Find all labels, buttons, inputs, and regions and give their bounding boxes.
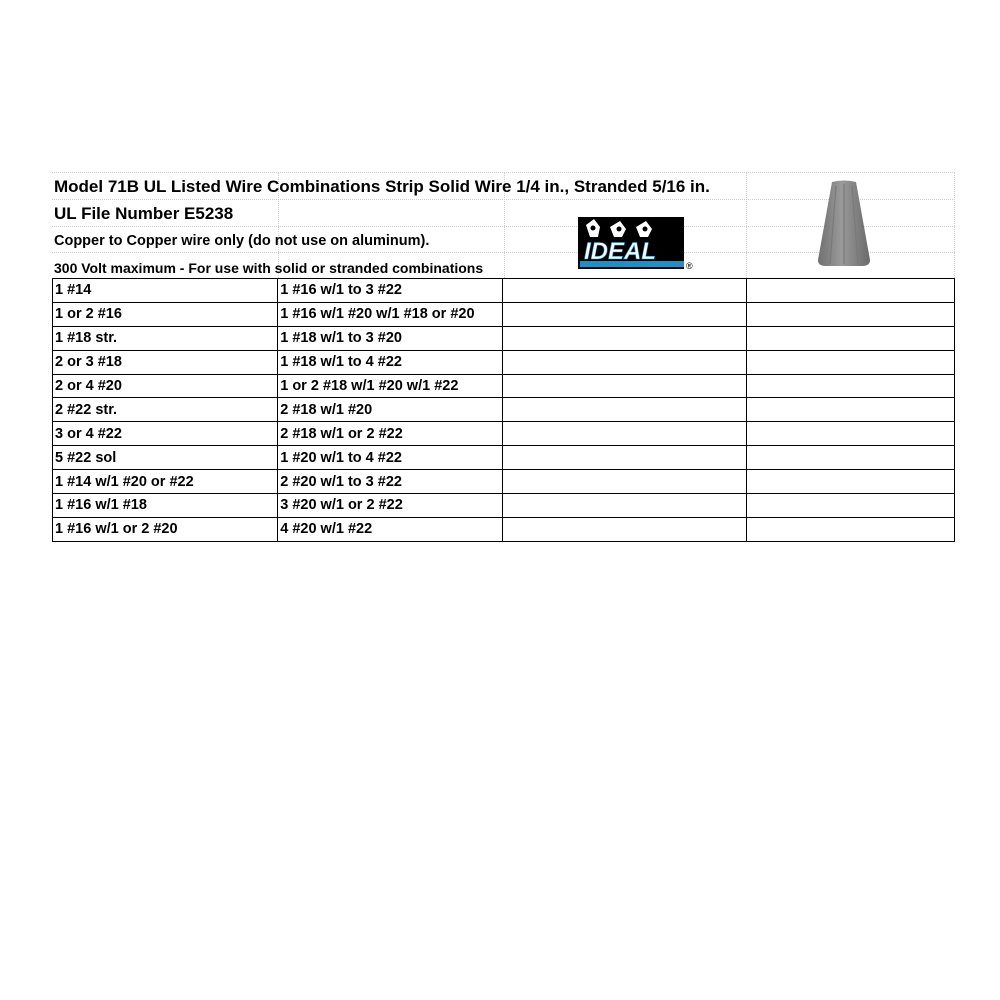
table-row	[53, 494, 955, 518]
title-line: Model 71B UL Listed Wire Combinations Strip Solid Wire 1/4 in., Stranded 5/16 in.	[54, 177, 710, 196]
table-row	[53, 279, 955, 303]
table-cell	[503, 350, 746, 374]
table-cell	[746, 398, 954, 422]
table-cell: 3 #20 w/1 or 2 #22	[278, 494, 503, 518]
table-cell	[746, 374, 954, 398]
table-cell	[746, 517, 954, 541]
table-cell: 2 or 3 #18	[53, 350, 278, 374]
table-cell: 1 #16 w/1 to 3 #22	[278, 279, 503, 303]
table-cell	[503, 326, 746, 350]
wire-nut-icon	[814, 180, 874, 268]
table-cell: 1 #14	[53, 279, 278, 303]
table-row	[53, 517, 955, 541]
table-cell	[503, 398, 746, 422]
table-cell: 1 #14 w/1 #20 or #22	[53, 470, 278, 494]
table-cell: 1 #16 w/1 or 2 #20	[53, 517, 278, 541]
wire-combinations-table	[52, 278, 955, 542]
ideal-logo	[576, 215, 698, 273]
logo-text: IDEAL	[584, 238, 656, 265]
table-cell: 1 #16 w/1 #18	[53, 494, 278, 518]
table-row	[53, 398, 955, 422]
table-row	[53, 326, 955, 350]
table-cell: 1 or 2 #18 w/1 #20 w/1 #22	[278, 374, 503, 398]
table-cell	[503, 494, 746, 518]
table-cell: 1 #18 w/1 to 3 #20	[278, 326, 503, 350]
table-cell: 3 or 4 #22	[53, 422, 278, 446]
table-cell: 5 #22 sol	[53, 446, 278, 470]
table-cell	[503, 279, 746, 303]
table-row	[53, 446, 955, 470]
table-cell: 2 #18 w/1 or 2 #22	[278, 422, 503, 446]
table-cell	[746, 279, 954, 303]
table-cell	[503, 422, 746, 446]
table-cell: 2 #18 w/1 #20	[278, 398, 503, 422]
table-row	[53, 302, 955, 326]
table-cell: 1 or 2 #16	[53, 302, 278, 326]
registered-mark: ®	[686, 261, 693, 271]
table-cell	[746, 494, 954, 518]
table-cell	[503, 374, 746, 398]
ul-file-number: UL File Number E5238	[54, 204, 234, 223]
table-cell: 2 #22 str.	[53, 398, 278, 422]
table-cell	[746, 422, 954, 446]
table-row	[53, 374, 955, 398]
table-cell: 1 #18 str.	[53, 326, 278, 350]
table-cell	[503, 470, 746, 494]
table-cell	[746, 326, 954, 350]
table-cell	[746, 446, 954, 470]
table-row	[53, 422, 955, 446]
table-cell	[503, 517, 746, 541]
table-cell: 2 or 4 #20	[53, 374, 278, 398]
table-cell	[503, 302, 746, 326]
table-cell	[746, 302, 954, 326]
table-cell: 4 #20 w/1 #22	[278, 517, 503, 541]
voltage-note: 300 Volt maximum - For use with solid or stranded combinations	[54, 260, 484, 276]
table-cell	[746, 470, 954, 494]
table-cell: 1 #18 w/1 to 4 #22	[278, 350, 503, 374]
table-cell	[503, 446, 746, 470]
table-row	[53, 470, 955, 494]
table-cell: 1 #16 w/1 #20 w/1 #18 or #20	[278, 302, 503, 326]
table-cell	[746, 350, 954, 374]
table-cell: 1 #20 w/1 to 4 #22	[278, 446, 503, 470]
copper-note: Copper to Copper wire only (do not use on aluminum).	[54, 233, 430, 249]
table-row	[53, 350, 955, 374]
table-cell: 2 #20 w/1 to 3 #22	[278, 470, 503, 494]
